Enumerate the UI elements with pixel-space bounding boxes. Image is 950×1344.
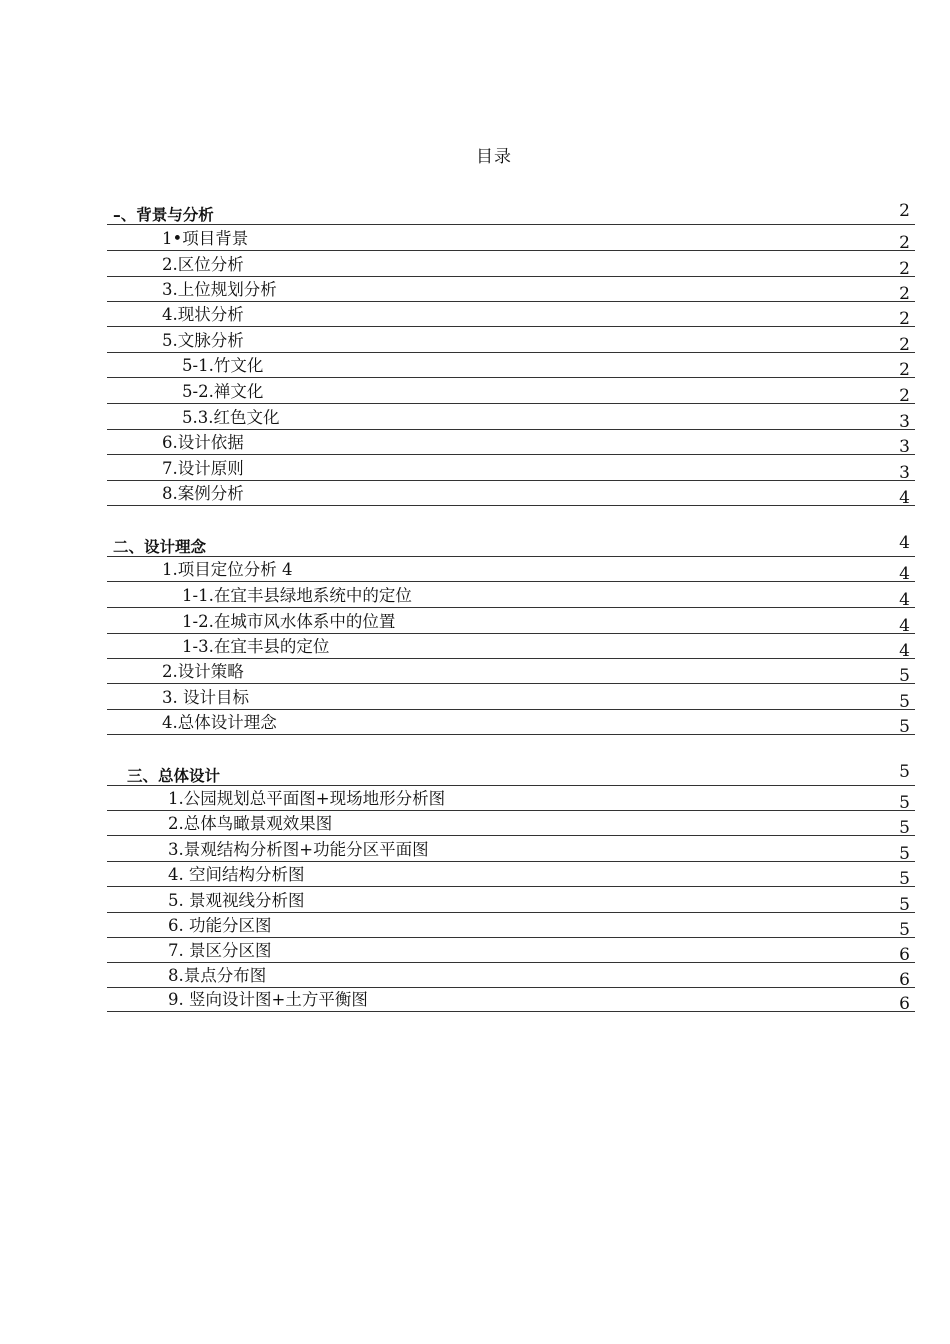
toc-page-number: 5	[899, 717, 910, 737]
toc-section-heading[interactable]	[107, 200, 915, 225]
toc-entry-label: 1-1.在宜丰县绿地系统中的定位	[182, 586, 412, 605]
toc-entry[interactable]	[107, 456, 915, 481]
toc-entry-label: 4. 空间结构分析图	[168, 865, 305, 884]
toc-entry[interactable]	[107, 811, 915, 836]
toc-entry-label: 5-2.禅文化	[182, 382, 264, 401]
toc-page-number: 5	[899, 666, 910, 686]
toc-title: 目录	[476, 147, 512, 167]
toc-page-number: 6	[899, 945, 910, 965]
toc-entry[interactable]	[107, 888, 915, 913]
toc-entry[interactable]	[107, 481, 915, 506]
toc-entry[interactable]	[107, 353, 915, 378]
toc-entry[interactable]	[107, 685, 915, 710]
toc-entry-label: 7.设计原则	[162, 459, 244, 478]
toc-entry-label: 5.3.红色文化	[182, 408, 280, 427]
toc-page-number: 4	[899, 533, 910, 553]
toc-entry[interactable]	[107, 405, 915, 430]
toc-entry[interactable]	[107, 786, 915, 811]
toc-entry[interactable]	[107, 583, 915, 608]
toc-entry-label: 8.景点分布图	[168, 966, 267, 985]
toc-entry[interactable]	[107, 987, 915, 1012]
toc-entry[interactable]	[107, 659, 915, 684]
toc-page-number: 2	[899, 233, 910, 253]
toc-entry[interactable]	[107, 226, 915, 251]
toc-entry-label: 9. 竖向设计图+土方平衡图	[168, 990, 368, 1009]
toc-entry[interactable]	[107, 938, 915, 963]
toc-heading-label: –、背景与分析	[113, 206, 214, 224]
toc-entry[interactable]	[107, 634, 915, 659]
toc-page-number: 4	[899, 590, 910, 610]
toc-entry[interactable]	[107, 837, 915, 862]
toc-entry[interactable]	[107, 252, 915, 277]
toc-entry-label: 8.案例分析	[162, 484, 244, 503]
toc-page-number: 5	[899, 762, 910, 782]
toc-entry-label: 6. 功能分区图	[168, 916, 272, 935]
toc-page-number: 2	[899, 360, 910, 380]
toc-page-number: 2	[899, 284, 910, 304]
toc-entry[interactable]	[107, 328, 915, 353]
toc-entry[interactable]	[107, 379, 915, 404]
toc-entry[interactable]	[107, 430, 915, 455]
toc-entry-label: 1.项目定位分析 4	[162, 560, 293, 579]
toc-page-number: 6	[899, 994, 910, 1014]
toc-entry-label: 2.区位分析	[162, 255, 244, 274]
toc-entry-label: 2.设计策略	[162, 662, 244, 681]
toc-page-number: 3	[899, 437, 910, 457]
toc-page-number: 5	[899, 869, 910, 889]
toc-entry[interactable]	[107, 963, 915, 988]
toc-entry[interactable]	[107, 302, 915, 327]
toc-section-heading[interactable]	[107, 761, 915, 786]
toc-entry-label: 1-2.在城市风水体系中的位置	[182, 612, 396, 631]
toc-page-number: 2	[899, 259, 910, 279]
toc-entry-label: 5-1.竹文化	[182, 356, 264, 375]
toc-entry[interactable]	[107, 277, 915, 302]
toc-page-number: 5	[899, 692, 910, 712]
toc-page-number: 6	[899, 970, 910, 990]
toc-page-number: 4	[899, 564, 910, 584]
toc-page-number: 5	[899, 844, 910, 864]
toc-entry-label: 1-3.在宜丰县的定位	[182, 637, 330, 656]
toc-page-number: 3	[899, 412, 910, 432]
toc-entry-label: 3.上位规划分析	[162, 280, 277, 299]
toc-heading-label: 三、总体设计	[127, 767, 221, 785]
toc-section-heading[interactable]	[107, 532, 915, 557]
toc-entry[interactable]	[107, 557, 915, 582]
toc-page-number: 4	[899, 488, 910, 508]
toc-page-number: 3	[899, 463, 910, 483]
toc-entry-label: 3.景观结构分析图+功能分区平面图	[168, 840, 429, 859]
toc-entry-label: 1•项目背景	[162, 229, 249, 248]
toc-entry-label: 1.公园规划总平面图+现场地形分析图	[168, 789, 446, 808]
toc-entry[interactable]	[107, 862, 915, 887]
toc-page-number: 4	[899, 616, 910, 636]
toc-entry[interactable]	[107, 913, 915, 938]
toc-entry-label: 4.现状分析	[162, 305, 244, 324]
toc-entry-label: 6.设计依据	[162, 433, 244, 452]
toc-page-number: 2	[899, 335, 910, 355]
toc-entry-label: 3. 设计目标	[162, 688, 249, 707]
toc-entry[interactable]	[107, 710, 915, 735]
toc-heading-label: 二、设计理念	[113, 538, 207, 556]
toc-entry-label: 2.总体鸟瞰景观效果图	[168, 814, 333, 833]
toc-entry-label: 5. 景观视线分析图	[168, 891, 305, 910]
toc-page-number: 2	[899, 386, 910, 406]
toc-page-number: 5	[899, 793, 910, 813]
toc-entry-label: 4.总体设计理念	[162, 713, 277, 732]
toc-page-number: 5	[899, 895, 910, 915]
toc-entry-label: 7. 景区分区图	[168, 941, 272, 960]
toc-entry-label: 5.文脉分析	[162, 331, 244, 350]
toc-page-number: 5	[899, 818, 910, 838]
toc-entry[interactable]	[107, 609, 915, 634]
toc-page-number: 4	[899, 641, 910, 661]
toc-page-number: 5	[899, 920, 910, 940]
toc-page-number: 2	[899, 309, 910, 329]
toc-page-number: 2	[899, 201, 910, 221]
